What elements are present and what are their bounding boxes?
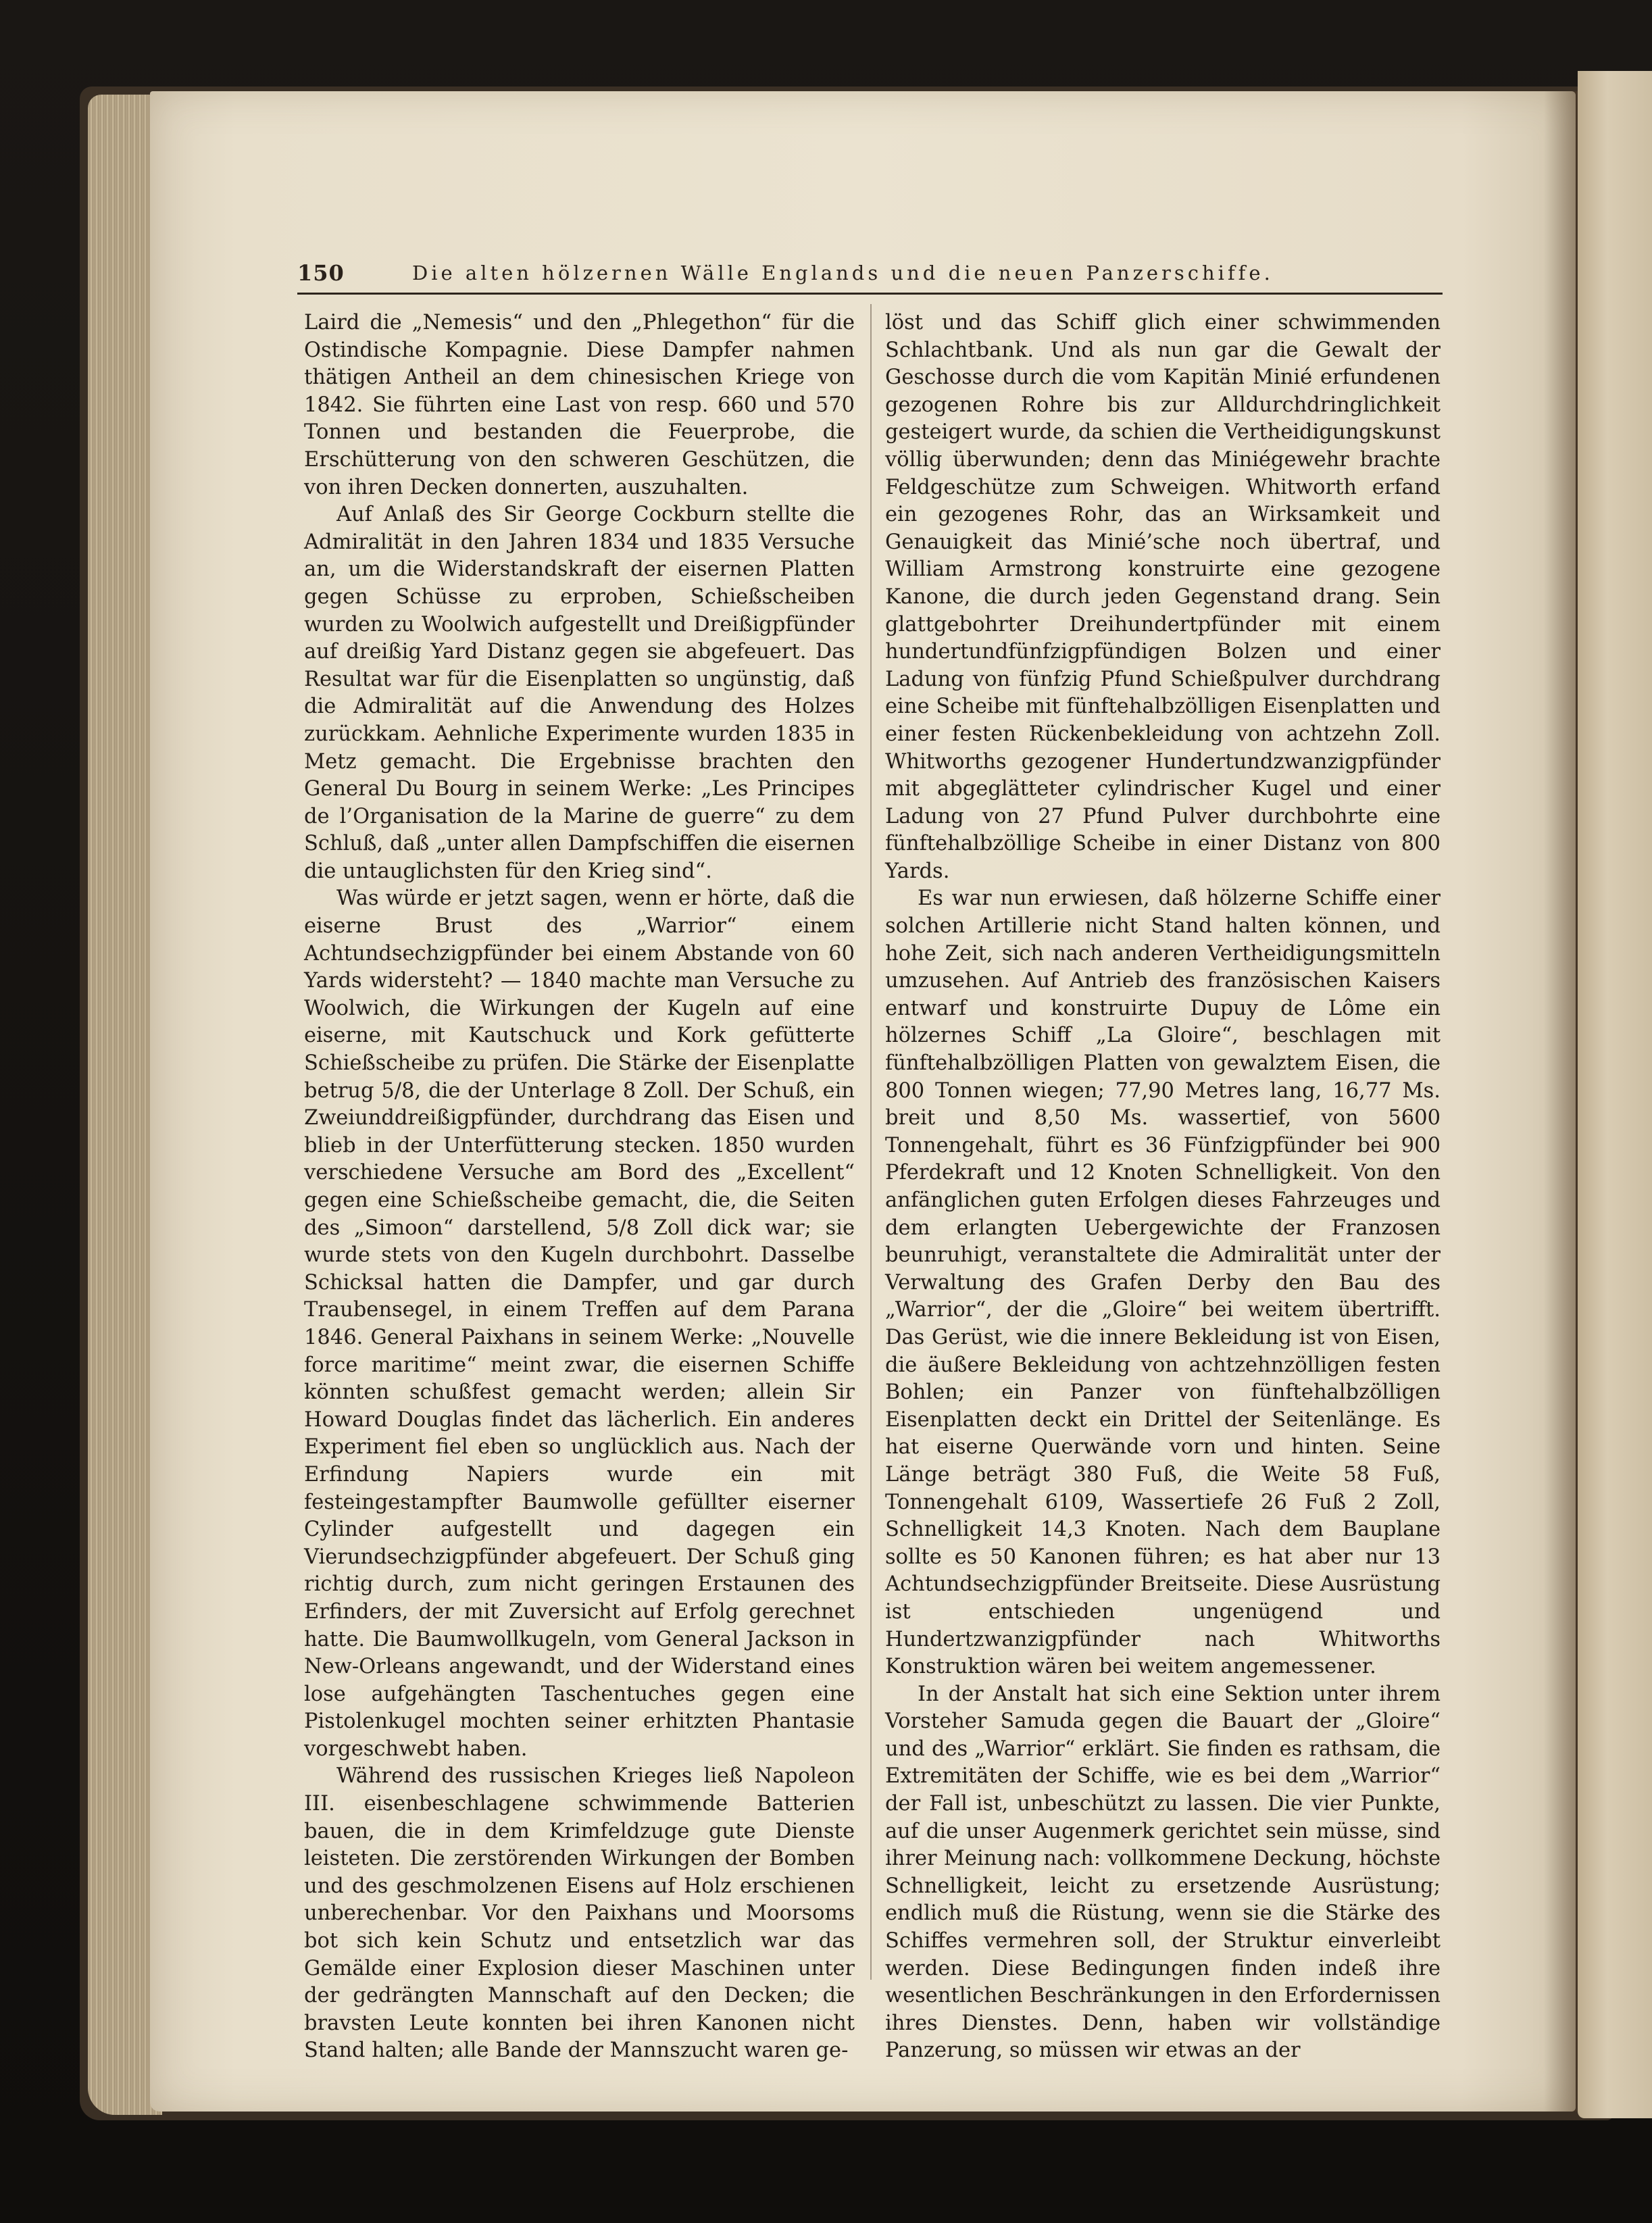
running-title: Die alten hölzernen Wälle Englands und die neuen Panzerschiffe. <box>412 261 1274 284</box>
facing-page-edge <box>1578 71 1652 2118</box>
paragraph: Auf Anlaß des Sir George Cockburn stellte die Admiralität in den Jahren 1834 und 1835 Versuche an, um die Widerstandskraft der eisernen Platten gegen Schüsse zu erproben, Schießscheiben wurden zu Woolwich aufgestellt und Dreißigpfünder auf dreißig Yard Distanz gegen sie abgefeuert. Das Resultat war für die Eisenplatten so ungünstig, daß die Admiralität auf die Anwendung des Holzes zurückkam. Aehnliche Experimente wurden 1835 in Metz gemacht. Die Ergebnisse brachten den General Du Bourg in seinem Werke: „Les Principes de l’Organisation de la Marine de guerre“ zu dem Schluß, daß „unter allen Dampfschiffen die eisernen die untauglichsten für den Krieg sind“. <box>304 503 855 883</box>
column-divider <box>870 304 872 1980</box>
paragraph: löst und das Schiff glich einer schwimmenden Schlachtbank. Und als nun gar die Gewalt der Geschosse durch die vom Kapitän Minié erfundenen gezogenen Rohre bis zur Alldurchdringlichkeit gesteigert wurde, da schien die Vertheidigungskunst völlig überwunden; denn das Miniégewehr brachte Feldgeschütze zum Schweigen. Whitworth erfand ein gezogenes Rohr, das an Wirksamkeit und Genauigkeit das Minié’sche noch übertraf, und William Armstrong konstruirte eine gezogene Kanone, die durch jeden Gegenstand drang. Sein glattgebohrter Dreihundertpfünder mit einem hundertundfünfzigpfündigen Bolzen und einer Ladung von fünfzig Pfund Schießpulver durchdrang eine Scheibe mit fünftehalbzölligen Eisenplatten und einer festen Rückenbekleidung von achtzehn Zoll. Whitworths gezogener Hundertundzwanzigpfünder mit abgeglätteter cylindrischer Kugel und einer Ladung von 27 Pfund Pulver durchbohrte eine fünftehalbzöllige Scheibe in einer Distanz von 800 Yards. <box>885 311 1441 883</box>
paragraph: Laird die „Nemesis“ und den „Phlegethon“ für die Ostindische Kompagnie. Diese Dampfer nahmen thätigen Antheil an dem chinesischen Kriege von 1842. Sie führten eine Last von resp. 660 und 570 Tonnen und bestanden die Feuerprobe, die Erschütterung von den schweren Geschützen, die von ihren Decken donnerten, auszuhalten. <box>304 311 855 499</box>
page-header <box>297 260 1280 294</box>
page-number: 150 <box>297 260 345 286</box>
paragraph: In der Anstalt hat sich eine Sektion unter ihrem Vorsteher Samuda gegen die Bauart der „Gloire“ und des „Warrior“ erklärt. Sie finden es rathsam, die Extremitäten der Schiffe, wie es bei dem „Warrior“ der Fall ist, unbeschützt zu lassen. Die vier Punkte, auf die unser Augenmerk gerichtet sein müsse, sind ihrer Meinung nach: vollkommene Deckung, höchste Schnelligkeit, leicht zu ersetzende Ausrüstung; endlich muß die Rüstung, wenn sie die Stärke des Schiffes vermehren soll, der Struktur einverleibt werden. Diese Bedingungen finden indeß ihre wesentlichen Beschränkungen in den Erfordernissen ihres Dienstes. Denn, haben wir vollständige Panzerung, so müssen wir etwas an der <box>885 1682 1441 2063</box>
paragraph: Während des russischen Krieges ließ Napoleon III. eisenbeschlagene schwimmende Batterien bauen, die in dem Krimfeldzuge gute Dienste leisteten. Die zerstörenden Wirkungen der Bomben und des geschmolzenen Eisens auf Holz erschienen unberechenbar. Vor den Paixhans und Moorsoms bot sich kein Schutz und entsetzlich war das Gemälde einer Explosion dieser Maschinen unter der gedrängten Mannschaft auf den Decken; die bravsten Leute konnten bei ihren Kanonen nicht Stand halten; alle Bande der Mannszucht waren ge- <box>304 1764 855 2063</box>
header-rule <box>297 293 1443 295</box>
paragraph: Es war nun erwiesen, daß hölzerne Schiffe einer solchen Artillerie nicht Stand halten können, und hohe Zeit, sich nach anderen Vertheidigungsmitteln umzusehen. Auf Antrieb des französischen Kaisers entwarf und konstruirte Dupuy de Lôme ein hölzernes Schiff „La Gloire“, beschlagen mit fünftehalbzölligen Platten von gewalztem Eisen, die 800 Tonnen wiegen; 77,90 Metres lang, 16,77 Ms. breit und 8,50 Ms. wassertief, von 5600 Tonnengehalt, führt es 36 Fünfzigpfünder bei 900 Pferdekraft und 12 Knoten Schnelligkeit. Von den anfänglichen guten Erfolgen dieses Fahrzeuges und dem erlangten Uebergewichte der Franzosen beunruhigt, veranstaltete die Admiralität unter der Verwaltung des Grafen Derby den Bau des „Warrior“, der die „Gloire“ bei weitem übertrifft. Das Gerüst, wie die innere Bekleidung ist von Eisen, die äußere Bekleidung von achtzehnzölligen festen Bohlen; ein Panzer von fünftehalbzölligen Eisenplatten deckt ein Drittel der Seitenlänge. Es hat eiserne Querwände vorn und hinten. Seine Länge beträgt 380 Fuß, die Weite 58 Fuß, Tonnengehalt 6109, Wassertiefe 26 Fuß 2 Zoll, Schnelligkeit 14,3 Knoten. Nach dem Bauplane sollte es 50 Kanonen führen; es hat aber nur 13 Achtundsechzigpfünder Breitseite. Diese Ausrüstung ist entschieden ungenügend und Hundertzwanzigpfünder nach Whitworths Konstruktion wären bei weitem angemessener. <box>885 886 1441 1679</box>
right-column <box>885 309 1441 2065</box>
paragraph: Was würde er jetzt sagen, wenn er hörte, daß die eiserne Brust des „Warrior“ einem Achtundsechzigpfünder bei einem Abstande von 60 Yards widersteht? — 1840 machte man Versuche zu Woolwich, die Wirkungen der Kugeln auf eine eiserne, mit Kautschuck und Kork gefütterte Schießscheibe zu prüfen. Die Stärke der Eisenplatte betrug 5/8, die der Unterlage 8 Zoll. Der Schuß, ein Zweiunddreißigpfünder, durchdrang das Eisen und blieb in der Unterfütterung stecken. 1850 wurden verschiedene Versuche am Bord des „Excellent“ gegen eine Schießscheibe gemacht, die, die Seiten des „Simoon“ darstellend, 5/8 Zoll dick war; sie wurde stets von den Kugeln durchbohrt. Dasselbe Schicksal hatten die Dampfer, und gar durch Traubensegel, in einem Treffen auf dem Parana 1846. General Paixhans in seinem Werke: „Nouvelle force maritime“ meint zwar, die eisernen Schiffe könnten schußfest gemacht werden; allein Sir Howard Douglas findet das lächerlich. Ein anderes Experiment fiel eben so unglücklich aus. Nach der Erfindung Napiers wurde ein mit festeingestampfter Baumwolle gefüllter eiserner Cylinder aufgestellt und dagegen ein Vierundsechzigpfünder abgefeuert. Der Schuß ging richtig durch, zum nicht geringen Erstaunen des Erfinders, der mit Zuversicht auf Erfolg gerechnet hatte. Die Baumwollkugeln, vom General Jackson in New-Orleans angewandt, und der Widerstand eines lose aufgehängten Taschentuches gegen eine Pistolenkugel mochten seiner erhitzten Phantasie vorgeschwebt haben. <box>304 886 855 1761</box>
left-column <box>304 309 855 2065</box>
spine-shadow <box>1544 91 1578 2112</box>
